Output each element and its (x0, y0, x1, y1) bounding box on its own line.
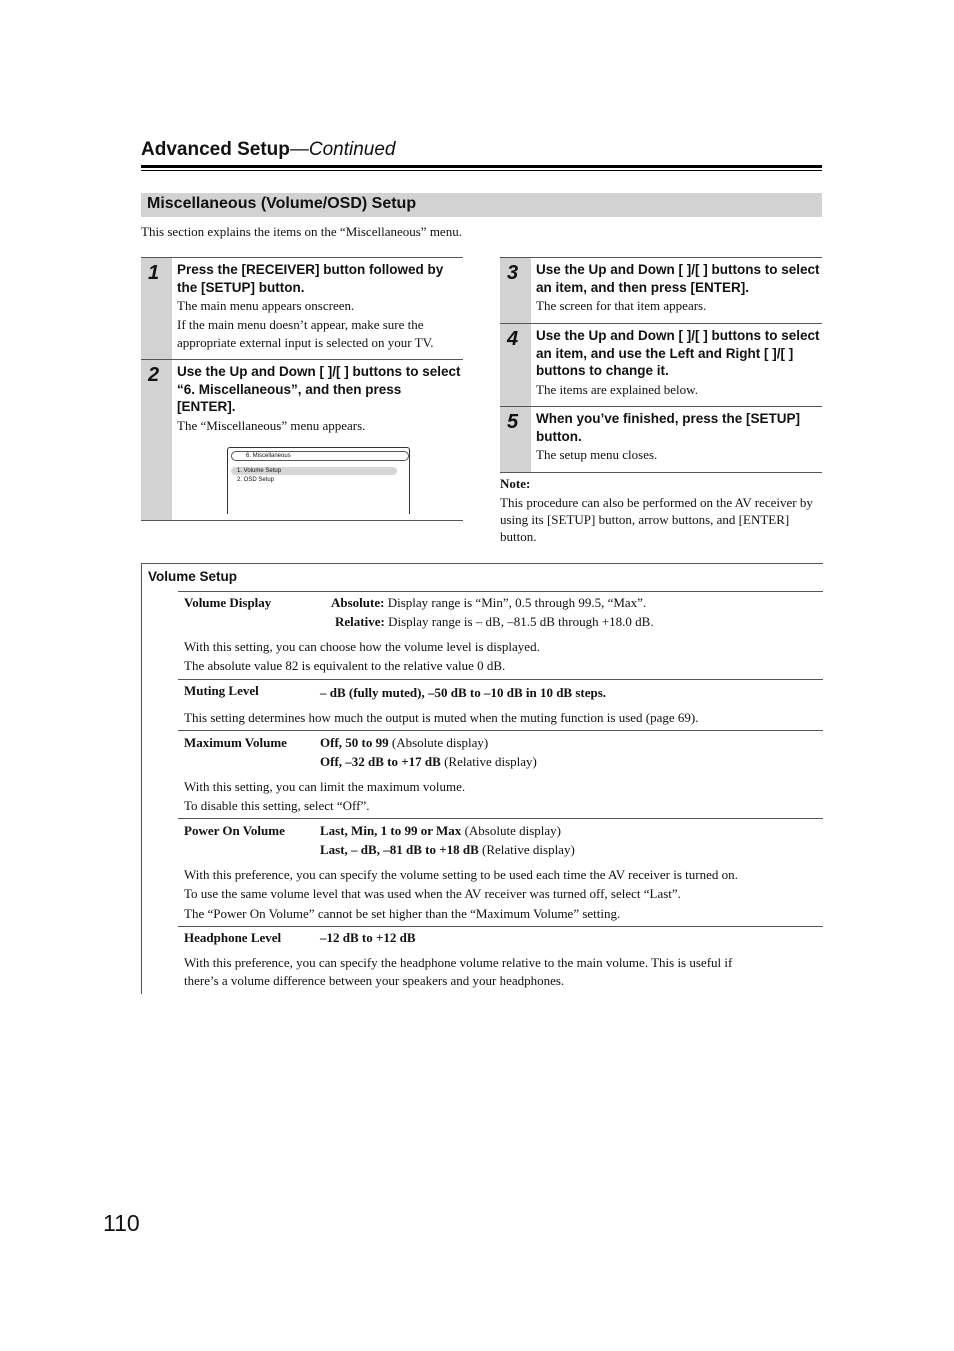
power-on-relative-note: (Relative display) (478, 842, 575, 857)
setting-name-volume-display: Volume Display (184, 595, 272, 610)
page-number: 110 (103, 1210, 140, 1236)
step-title: Use the Up and Down [ ]/[ ] buttons to select an item, and then press [ENTER]. (536, 262, 820, 295)
step-4 (500, 323, 822, 406)
page-header (141, 139, 396, 161)
setting-desc: This setting determines how much the output is muted when the muting function is used (page 69). (184, 710, 699, 725)
note-title: Note: (500, 476, 531, 491)
step-desc: The “Miscellaneous” menu appears. (177, 417, 366, 433)
muting-level-values: – dB (fully muted), –50 dB to –10 dB in 10 dB steps. (320, 685, 607, 700)
setting-desc: With this preference, you can specify the headphone volume relative to the main volume. This is useful if (184, 955, 733, 970)
step-desc: The screen for that item appears. (536, 298, 707, 313)
step-number: 4 (507, 328, 519, 350)
osd-menu-screenshot (227, 447, 410, 514)
row-divider (178, 926, 823, 927)
osd-menu-item-osd-setup: 2. OSD Setup (237, 477, 275, 483)
setting-desc: The absolute value 82 is equivalent to the relative value 0 dB. (184, 658, 506, 673)
step-number-column (500, 407, 531, 472)
osd-menu-item-volume-setup: 1. Volume Setup (231, 467, 397, 475)
step-desc: The main menu appears onscreen. (177, 298, 355, 313)
setting-desc: With this setting, you can choose how the volume level is displayed. (184, 639, 540, 654)
max-volume-relative-note: (Relative display) (440, 754, 537, 769)
step-desc: The items are explained below. (536, 381, 698, 397)
section-title: Miscellaneous (Volume/OSD) Setup (147, 195, 417, 212)
step-3 (500, 257, 822, 323)
step-title: Use the Up and Down [ ]/[ ] buttons to select an item, and use the Left and Right [ ]/[ ] buttons to change it. (536, 328, 820, 378)
header-continued: —Continued (289, 139, 396, 160)
step-number-column (500, 258, 531, 323)
note-block (500, 476, 822, 545)
setting-desc: there’s a volume difference between your speakers and your headphones. (184, 973, 565, 988)
row-divider (178, 730, 823, 731)
osd-menu-header: 6. Miscellaneous (231, 451, 409, 461)
steps-bottom-rule (500, 472, 822, 473)
volume-setup-title: Volume Setup (148, 569, 238, 584)
setting-desc: With this setting, you can limit the maximum volume. (184, 779, 466, 794)
step-title: When you’ve finished, press the [SETUP] button. (536, 411, 801, 444)
step-5 (500, 406, 822, 472)
volume-setup-table (141, 563, 823, 994)
header-title: Advanced Setup (141, 139, 290, 160)
step-number: 3 (507, 262, 519, 284)
header-rule-thick (141, 165, 822, 168)
row-divider (178, 591, 823, 592)
setting-name-muting-level: Muting Level (184, 683, 259, 698)
step-number-column (141, 258, 172, 359)
section-intro: This section explains the items on the “Miscellaneous” menu. (141, 224, 462, 239)
header-rule-thin (141, 170, 822, 171)
absolute-range: Display range is “Min”, 0.5 through 99.5, “Max”. (387, 595, 647, 610)
steps-right-column (500, 257, 822, 473)
setting-name-headphone-level: Headphone Level (184, 930, 282, 945)
steps-left-column (141, 257, 463, 521)
max-volume-relative: Off, –32 dB to +17 dB (320, 754, 441, 769)
max-volume-absolute: Off, 50 to 99 (320, 735, 389, 750)
setting-name-maximum-volume: Maximum Volume (184, 735, 287, 750)
step-title: Use the Up and Down [ ]/[ ] buttons to select “6. Miscellaneous”, and then press [ENTER]. (177, 364, 461, 414)
row-divider (178, 818, 823, 819)
setting-desc: With this preference, you can specify the volume setting to be used each time the AV receiver is turned on. (184, 867, 738, 882)
power-on-relative: Last, – dB, –81 dB to +18 dB (320, 842, 479, 857)
power-on-absolute-note: (Absolute display) (461, 823, 561, 838)
step-number-column (500, 324, 531, 406)
row-divider (178, 679, 823, 680)
relative-range: Display range is – dB, –81.5 dB through +18.0 dB. (388, 614, 654, 629)
power-on-absolute: Last, Min, 1 to 99 or Max (320, 823, 462, 838)
setting-name-power-on-volume: Power On Volume (184, 823, 285, 838)
absolute-label: Absolute: (331, 595, 385, 610)
step-desc: If the main menu doesn’t appear, make sure the appropriate external input is selected on your TV. (177, 316, 434, 350)
step-1 (141, 257, 463, 359)
setting-desc: To use the same volume level that was used when the AV receiver was turned off, select “Last”. (184, 886, 681, 901)
step-2 (141, 359, 463, 520)
step-number: 1 (148, 262, 160, 284)
step-title: Press the [RECEIVER] button followed by the [SETUP] button. (177, 262, 444, 295)
note-text: This procedure can also be performed on the AV receiver by using its [SETUP] button, arrow buttons, and [ENTER] button. (500, 495, 813, 544)
section-title-bar (141, 193, 822, 217)
setting-desc: To disable this setting, select “Off”. (184, 798, 370, 813)
setting-desc: The “Power On Volume” cannot be set higher than the “Maximum Volume” setting. (184, 906, 621, 921)
steps-bottom-rule (141, 520, 463, 521)
headphone-level-values: –12 dB to +12 dB (320, 930, 416, 945)
step-number: 5 (507, 411, 519, 433)
step-number-column (141, 360, 172, 520)
max-volume-absolute-note: (Absolute display) (388, 735, 489, 750)
step-number: 2 (148, 364, 160, 386)
relative-label: Relative: (335, 614, 385, 629)
step-desc: The setup menu closes. (536, 447, 658, 462)
